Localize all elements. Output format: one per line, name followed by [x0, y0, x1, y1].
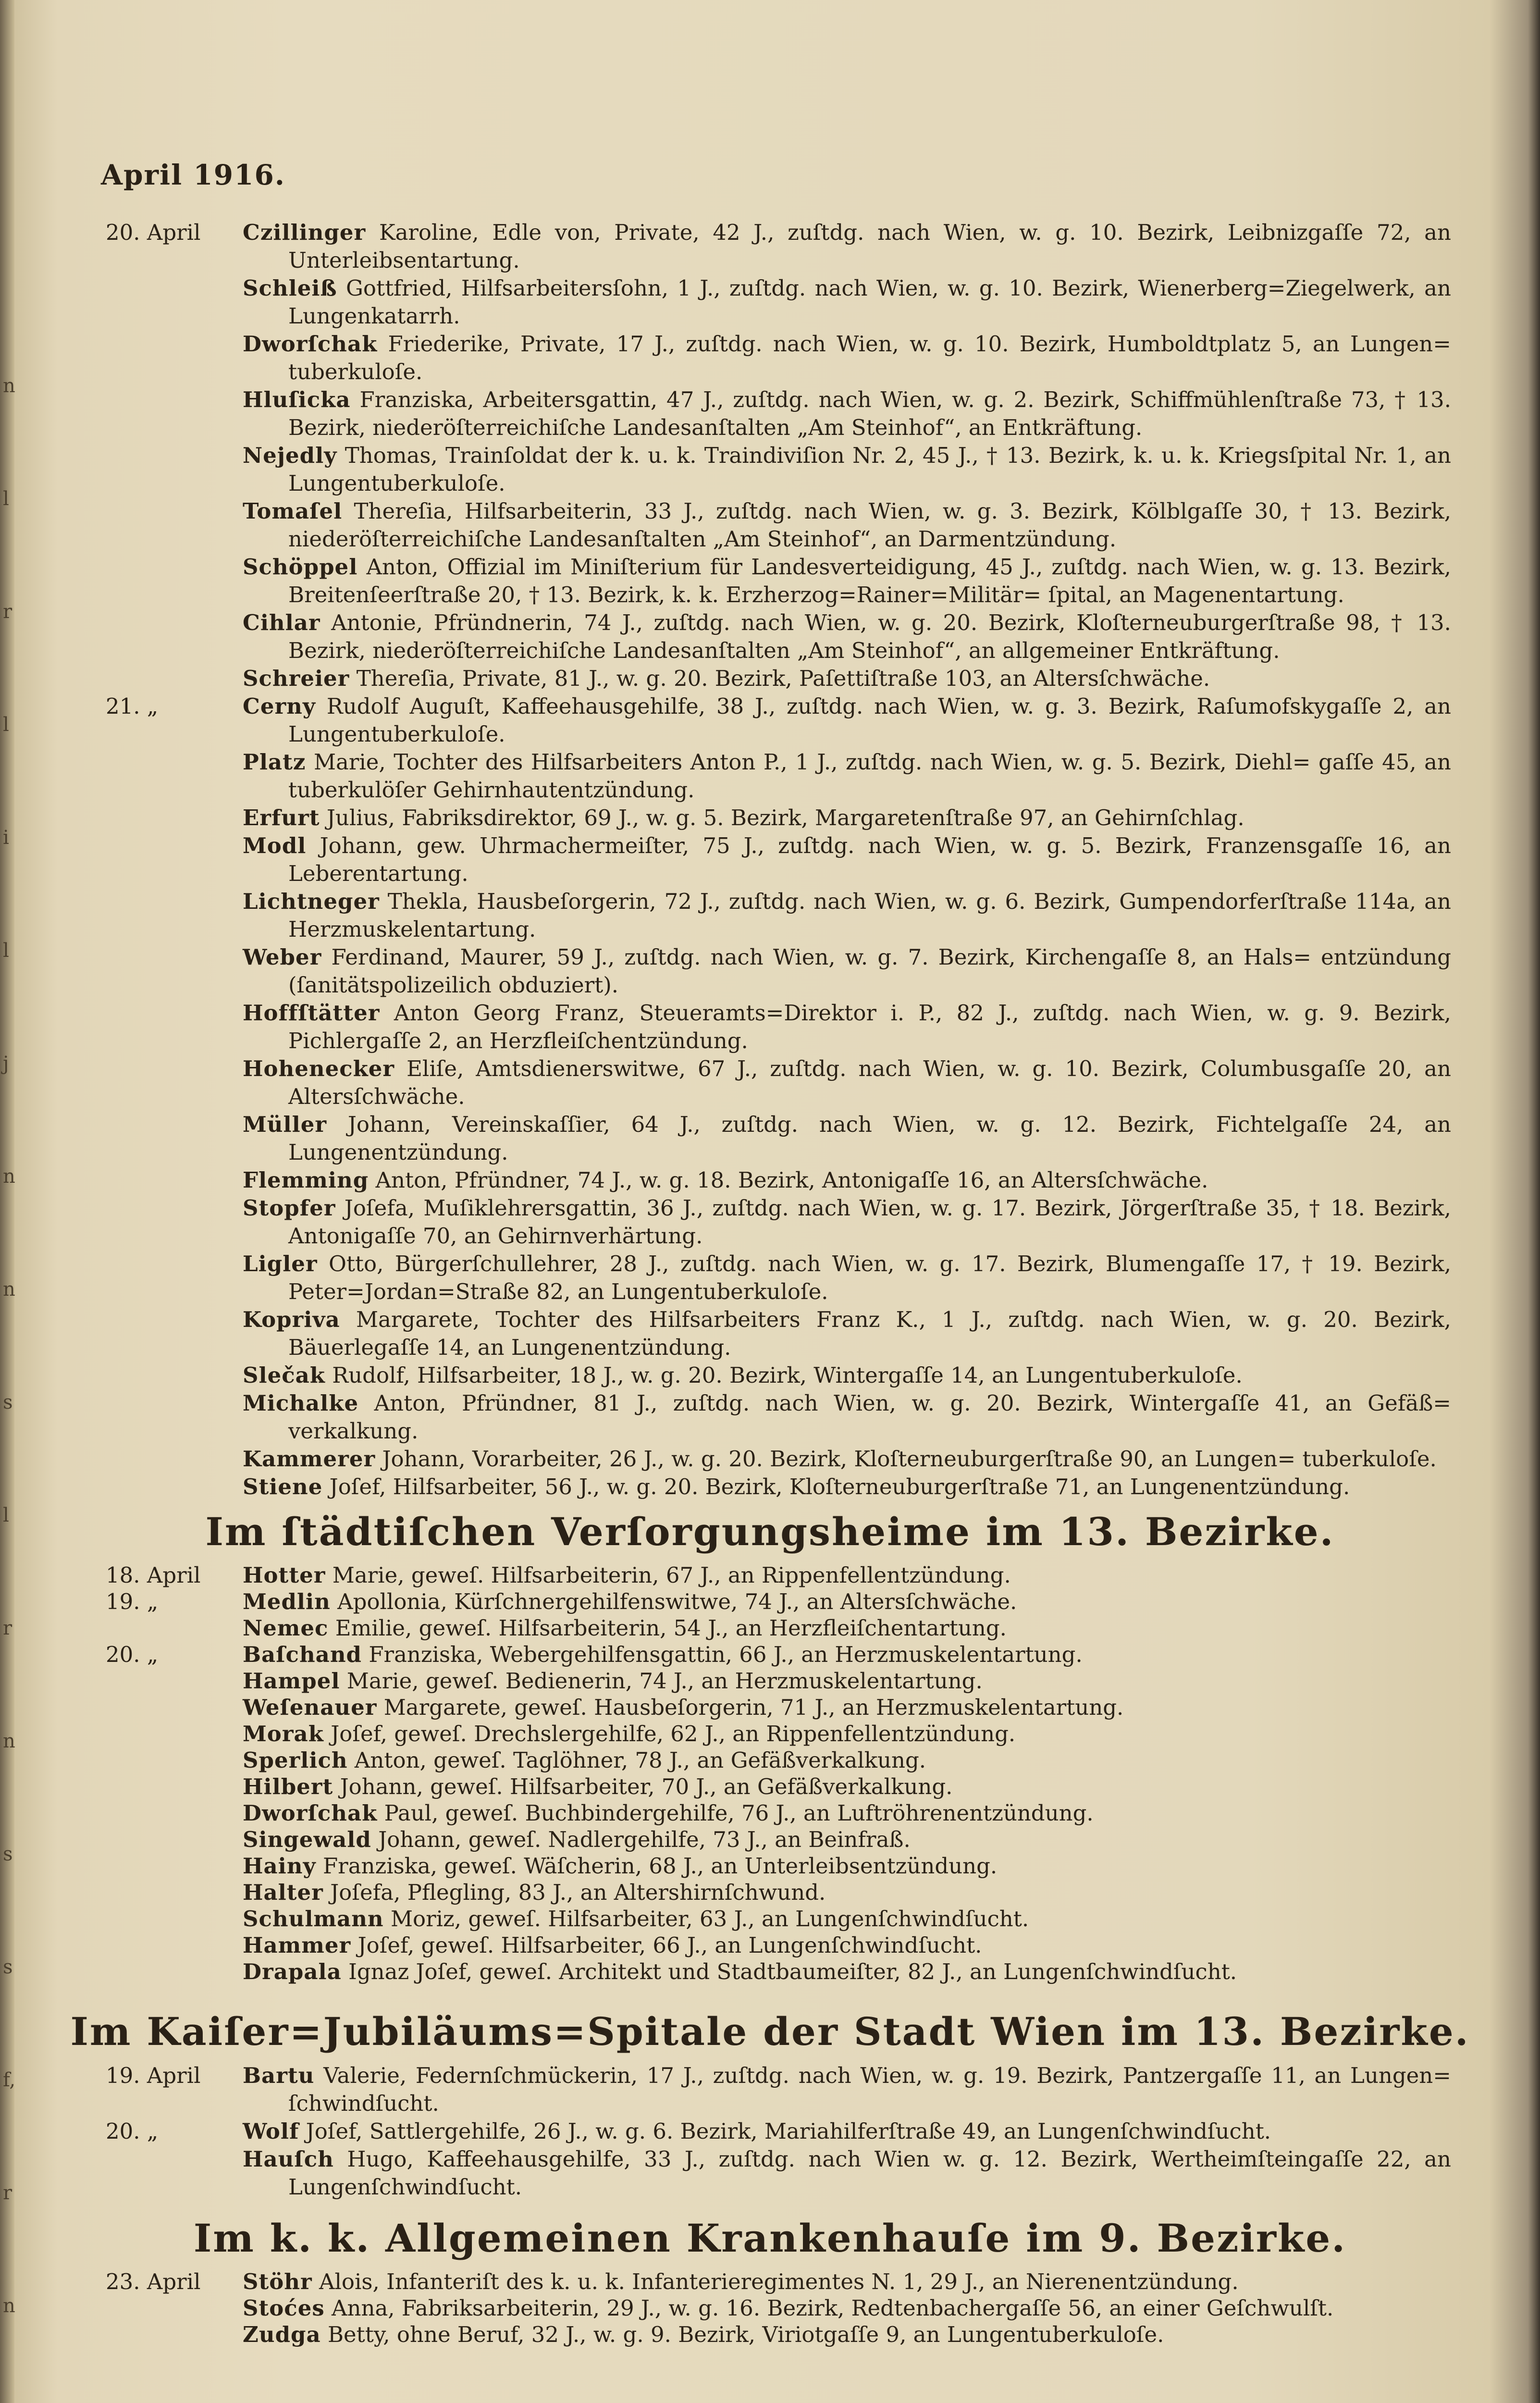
entry-surname: Schreier	[243, 666, 350, 691]
death-record-entry	[243, 1194, 1451, 1250]
death-record-entry	[243, 1694, 1451, 1721]
entry-surname: Ligler	[243, 1251, 318, 1276]
death-record-entry	[243, 274, 1451, 330]
entry-surname: Cerny	[243, 694, 316, 719]
death-record-entry	[243, 1879, 1451, 1906]
margin-mark: n	[3, 375, 15, 397]
entry-surname: Dworſchak	[243, 331, 378, 357]
entry-details: Franziska, geweſ. Wäſcherin, 68 J., an Unterleibsentzündung.	[322, 1853, 998, 1879]
margin-mark: n	[3, 1730, 15, 1752]
margin-mark: j	[3, 1053, 9, 1075]
margin-mark: s	[3, 1956, 13, 1978]
entry-details: Joſef, Hilfsarbeiter, 56 J., w. g. 20. Bezirk, Kloſterneuburgerſtraße 71, an Lungenentzündung.	[329, 1474, 1350, 1499]
margin-mark: r	[3, 601, 12, 623]
entry-surname: Hohenecker	[243, 1056, 395, 1081]
death-record-entry	[243, 804, 1451, 832]
entry-details: Anton Georg Franz, Steueramts=Direktor i. P., 82 J., zuſtdg. nach Wien, w. g. 9. Bezirk, Pichlergaſſe 2, an Herzfleiſchentzündung.	[288, 1000, 1451, 1053]
death-record-entry	[106, 2118, 1451, 2145]
entry-details: Marie, geweſ. Hilfsarbeiterin, 67 J., an Rippenfellentzündung.	[332, 1562, 1011, 1588]
death-record-entry	[243, 1473, 1451, 1501]
death-record-entry	[243, 330, 1451, 386]
entry-surname: Stiene	[243, 1474, 323, 1499]
entry-date: 18. April	[106, 1562, 201, 1588]
entry-surname: Müller	[243, 1112, 327, 1137]
death-record-entry	[106, 219, 1451, 274]
entry-details: Anton, geweſ. Taglöhner, 78 J., an Gefäßverkalkung.	[354, 1747, 926, 1773]
entry-details: Margarete, geweſ. Hausbeſorgerin, 71 J., an Herzmuskelentartung.	[383, 1695, 1124, 1720]
entry-surname: Dworſchak	[243, 1800, 378, 1826]
margin-mark: n	[3, 1278, 15, 1301]
death-record-entry	[243, 1800, 1451, 1826]
margin-mark: l	[3, 714, 9, 736]
entry-surname: Nemec	[243, 1615, 329, 1641]
entry-details: Johann, geweſ. Hilfsarbeiter, 70 J., an Gefäßverkalkung.	[340, 1774, 953, 1799]
death-record-entry	[106, 1641, 1451, 1668]
page-header: April 1916.	[101, 159, 285, 191]
entry-date: 19. April	[106, 2063, 201, 2088]
death-record-entry	[243, 1747, 1451, 1773]
death-record-entry	[243, 2321, 1451, 2348]
entries-krankenhaus	[0, 2268, 1540, 2348]
entry-date: 21. „	[106, 694, 159, 719]
death-record-entry	[243, 943, 1451, 999]
death-record-entry	[243, 386, 1451, 442]
death-record-entry	[243, 748, 1451, 804]
death-record-entry	[243, 1773, 1451, 1800]
entry-surname: Lichtneger	[243, 889, 380, 914]
entry-details: Friederike, Private, 17 J., zuſtdg. nach Wien, w. g. 10. Bezirk, Humboldtplatz 5, an Lungen= tuberkuloſe.	[288, 331, 1451, 384]
entry-surname: Zudga	[243, 2322, 321, 2347]
entry-surname: Baſchand	[243, 1642, 362, 1667]
entry-details: Johann, geweſ. Nadlergehilfe, 73 J., an Beinfraß.	[378, 1827, 911, 1852]
section-title-versorgungsheim: Im ſtädtiſchen Verſorgungsheime im 13. Bezirke.	[205, 1509, 1335, 1554]
margin-mark: i	[3, 827, 9, 849]
death-record-entry	[243, 1826, 1451, 1853]
entry-surname: Weber	[243, 944, 322, 970]
entry-surname: Stoćes	[243, 2295, 325, 2321]
margin-mark: s	[3, 1843, 13, 1865]
section-title-krankenhaus: Im k. k. Allgemeinen Krankenhauſe im 9. Bezirke.	[193, 2216, 1347, 2261]
entry-details: Thekla, Hausbeſorgerin, 72 J., zuſtdg. nach Wien, w. g. 6. Bezirk, Gumpendorferſtraße 114a, an Herzmuskelentartung.	[288, 889, 1451, 942]
entry-details: Joſef, geweſ. Drechslergehilfe, 62 J., an Rippenfellentzündung.	[331, 1721, 1016, 1747]
margin-mark: l	[3, 1504, 9, 1526]
entry-surname: Hainy	[243, 1853, 316, 1879]
entry-details: Joſefa, Pflegling, 83 J., an Altershirnſchwund.	[330, 1880, 826, 1905]
entries-versorgungsheim	[0, 1562, 1540, 1985]
entry-surname: Schleiß	[243, 275, 337, 301]
entry-details: Rudolf, Hilfsarbeiter, 18 J., w. g. 20. Bezirk, Wintergaſſe 14, an Lungentuberkuloſe.	[332, 1363, 1243, 1388]
entry-surname: Morak	[243, 1721, 324, 1747]
death-record-entry	[243, 2295, 1451, 2321]
entry-details: Anna, Fabriksarbeiterin, 29 J., w. g. 16. Bezirk, Redtenbachergaſſe 56, an einer Geſchwulſt.	[331, 2295, 1334, 2321]
entry-details: Alois, Infanteriſt des k. u. k. Infanterieregimentes N. 1, 29 J., an Nierenentzündung.	[319, 2269, 1239, 2294]
entry-details: Anton, Pfründner, 74 J., w. g. 18. Bezirk, Antonigaſſe 16, an Altersſchwäche.	[375, 1167, 1208, 1193]
entry-surname: Erfurt	[243, 805, 320, 830]
entry-surname: Bartu	[243, 2063, 315, 2088]
entry-date: 20. April	[106, 220, 201, 245]
entry-surname: Modl	[243, 833, 307, 858]
entry-details: Anton, Offizial im Miniſterium für Landesverteidigung, 45 J., zuſtdg. nach Wien, w. g. 13. Bezirk, Breitenſeerſtraße 20, † 13. Bezirk, k. k. Erzherzog=Rainer=Militär= ſpital, an Magenentartung.	[288, 554, 1451, 607]
margin-mark: f,	[3, 2069, 16, 2091]
entry-surname: Hammer	[243, 1932, 351, 1958]
margin-mark: l	[3, 488, 9, 510]
margin-mark: r	[3, 2182, 12, 2204]
death-record-entry	[243, 1932, 1451, 1958]
entry-surname: Tomaſel	[243, 498, 343, 524]
entry-surname: Stopfer	[243, 1195, 336, 1221]
section-title-jubilaeumsspital: Im Kaiſer=Jubiläums=Spitale der Stadt Wien im 13. Bezirke.	[70, 2009, 1470, 2054]
entry-surname: Hluſicka	[243, 387, 351, 412]
margin-mark: s	[3, 1391, 13, 1413]
entry-surname: Schulmann	[243, 1906, 384, 1932]
entry-surname: Singewald	[243, 1827, 371, 1852]
entry-details: Joſefa, Muſiklehrersgattin, 36 J., zuſtdg. nach Wien, w. g. 17. Bezirk, Jörgerſtraße 35, † 18. Bezirk, Antonigaſſe 70, an Gehirnverhärtung.	[288, 1195, 1451, 1249]
entry-details: Julius, Fabriksdirektor, 69 J., w. g. 5. Bezirk, Margaretenſtraße 97, an Gehirnſchlag.	[326, 805, 1244, 830]
entry-details: Thereſia, Hilfsarbeiterin, 33 J., zuſtdg. nach Wien, w. g. 3. Bezirk, Kölblgaſſe 30, † 13. Bezirk, niederöſterreichiſche Landesanſtalten „Am Steinhof“, an Darmentzündung.	[288, 498, 1451, 552]
death-record-entry	[243, 1853, 1451, 1879]
entry-surname: Platz	[243, 749, 306, 775]
entry-details: Johann, Vereinskaſſier, 64 J., zuſtdg. nach Wien, w. g. 12. Bezirk, Fichtelgaſſe 24, an Lungenentzündung.	[288, 1112, 1452, 1165]
death-record-entry	[243, 1958, 1451, 1985]
entry-details: Ignaz Joſef, geweſ. Architekt und Stadtbaumeiſter, 82 J., an Lungenſchwindſucht.	[348, 1959, 1237, 1984]
entry-surname: Schöppel	[243, 554, 358, 580]
death-record-entry	[106, 1588, 1451, 1615]
entry-details: Margarete, Tochter des Hilfsarbeiters Franz K., 1 J., zuſtdg. nach Wien, w. g. 20. Bezirk, Bäuerlegaſſe 14, an Lungenentzündung.	[288, 1307, 1451, 1360]
entry-details: Johann, gew. Uhrmachermeiſter, 75 J., zuſtdg. nach Wien, w. g. 5. Bezirk, Franzensgaſſe 16, an Leberentartung.	[288, 833, 1451, 886]
death-record-entry	[243, 1668, 1451, 1694]
entry-surname: Cihlar	[243, 610, 320, 635]
death-record-entry	[243, 553, 1451, 609]
entry-details: Emilie, geweſ. Hilfsarbeiterin, 54 J., an Herzfleiſchentartung.	[335, 1615, 1007, 1641]
death-record-entry	[106, 693, 1451, 748]
entry-surname: Hauſch	[243, 2146, 334, 2172]
death-record-entry	[243, 609, 1451, 665]
entry-details: Marie, geweſ. Bedienerin, 74 J., an Herzmuskelentartung.	[346, 1668, 983, 1694]
entry-surname: Hoffſtätter	[243, 1000, 380, 1026]
entry-details: Anton, Pfründner, 81 J., zuſtdg. nach Wien, w. g. 20. Bezirk, Wintergaſſe 41, an Gefäß= verkalkung.	[288, 1390, 1451, 1444]
death-record-entry	[243, 1111, 1451, 1166]
death-record-entry	[243, 1721, 1451, 1747]
entry-surname: Kopriva	[243, 1307, 340, 1332]
entry-details: Otto, Bürgerſchullehrer, 28 J., zuſtdg. nach Wien, w. g. 17. Bezirk, Blumengaſſe 17, † 19. Bezirk, Peter=Jordan=Straße 82, an Lungentuberkuloſe.	[288, 1251, 1451, 1304]
entries-jubilaeumsspital	[0, 2062, 1540, 2201]
entry-details: Ferdinand, Maurer, 59 J., zuſtdg. nach Wien, w. g. 7. Bezirk, Kirchengaſſe 8, an Hals= entzündung (ſanitätspolizeilich obduziert).	[288, 944, 1451, 998]
entry-surname: Slečak	[243, 1363, 325, 1388]
death-record-entry	[106, 2268, 1451, 2295]
entries-main	[0, 219, 1540, 1501]
entry-details: Betty, ohne Beruf, 32 J., w. g. 9. Bezirk, Viriotgaſſe 9, an Lungentuberkuloſe.	[327, 2322, 1164, 2347]
margin-mark: l	[3, 940, 9, 962]
margin-mark: r	[3, 1617, 12, 1639]
entry-details: Thereſia, Private, 81 J., w. g. 20. Bezirk, Paſettiſtraße 103, an Altersſchwäche.	[356, 666, 1210, 691]
entry-details: Gottfried, Hilfsarbeitersſohn, 1 J., zuſtdg. nach Wien, w. g. 10. Bezirk, Wienerberg=Ziegelwerk, an Lungenkatarrh.	[288, 275, 1451, 329]
margin-mark: n	[3, 2295, 15, 2317]
death-record-entry	[243, 1362, 1451, 1389]
entry-details: Paul, geweſ. Buchbindergehilfe, 76 J., an Luftröhrenentzündung.	[384, 1800, 1094, 1826]
death-record-entry	[243, 497, 1451, 553]
entry-details: Marie, Tochter des Hilfsarbeiters Anton P., 1 J., zuſtdg. nach Wien, w. g. 5. Bezirk, Diehl= gaſſe 45, an tuberkulöſer Gehirnhautentzündung.	[288, 749, 1451, 803]
death-record-entry	[243, 1055, 1451, 1111]
death-record-entry	[243, 1306, 1451, 1362]
entry-surname: Hilbert	[243, 1774, 333, 1799]
death-record-entry	[106, 1562, 1451, 1588]
entry-date: 20. „	[106, 2118, 159, 2144]
entry-date: 20. „	[106, 1642, 159, 1667]
entry-details: Eliſe, Amtsdienerswitwe, 67 J., zuſtdg. nach Wien, w. g. 10. Bezirk, Columbusgaſſe 20, an Altersſchwäche.	[288, 1056, 1451, 1109]
entry-details: Valerie, Federnſchmückerin, 17 J., zuſtdg. nach Wien, w. g. 19. Bezirk, Pantzergaſſe 11, an Lungen= ſchwindſucht.	[288, 2063, 1451, 2116]
entry-details: Joſef, geweſ. Hilfsarbeiter, 66 J., an Lungenſchwindſucht.	[357, 1932, 982, 1958]
death-record-entry	[243, 1906, 1451, 1932]
entry-details: Antonie, Pfründnerin, 74 J., zuſtdg. nach Wien, w. g. 20. Bezirk, Kloſterneuburgerſtraße 98, † 13. Bezirk, niederöſterreichiſche Landesanſtalten „Am Steinhof“, an allgemeiner Entkräftung.	[288, 610, 1451, 663]
entry-surname: Weſenauer	[243, 1695, 377, 1720]
entry-date: 23. April	[106, 2269, 201, 2294]
death-record-entry	[243, 832, 1451, 888]
entry-details: Apollonia, Kürſchnergehilfenswitwe, 74 J., an Altersſchwäche.	[337, 1589, 1017, 1614]
entry-surname: Drapala	[243, 1959, 342, 1984]
entry-date: 19. „	[106, 1589, 159, 1614]
entry-surname: Kammerer	[243, 1446, 376, 1472]
death-record-entry	[243, 1389, 1451, 1445]
entry-surname: Nejedly	[243, 443, 337, 468]
margin-mark: n	[3, 1165, 15, 1188]
entry-surname: Halter	[243, 1880, 323, 1905]
entry-surname: Sperlich	[243, 1747, 348, 1773]
entry-surname: Michalke	[243, 1390, 359, 1416]
entry-surname: Czillinger	[243, 220, 366, 245]
death-record-entry	[106, 2062, 1451, 2118]
death-record-entry	[243, 1615, 1451, 1641]
entry-details: Moriz, geweſ. Hilfsarbeiter, 63 J., an Lungenſchwindſucht.	[390, 1906, 1029, 1932]
death-record-entry	[243, 1445, 1451, 1473]
entry-details: Hugo, Kaffeehausgehilfe, 33 J., zuſtdg. nach Wien w. g. 12. Bezirk, Wertheimſteingaſſe 22, an Lungenſchwindſucht.	[288, 2146, 1451, 2200]
entry-surname: Hotter	[243, 1562, 326, 1588]
death-record-entry	[243, 999, 1451, 1055]
entry-surname: Flemming	[243, 1167, 369, 1193]
death-record-entry	[243, 888, 1451, 943]
entry-details: Franziska, Webergehilfensgattin, 66 J., an Herzmuskelentartung.	[369, 1642, 1083, 1667]
entry-details: Franziska, Arbeitersgattin, 47 J., zuſtdg. nach Wien, w. g. 2. Bezirk, Schiffmühlenſtraße 73, † 13. Bezirk, niederöſterreichiſche Landesanſtalten „Am Steinhof“, an Entkräftung.	[288, 387, 1451, 440]
entry-surname: Medlin	[243, 1589, 331, 1614]
entry-details: Thomas, Trainſoldat der k. u. k. Traindiviſion Nr. 2, 45 J., † 13. Bezirk, k. u. k. Kriegsſpital Nr. 1, an Lungentuberkuloſe.	[288, 443, 1452, 496]
entry-details: Rudolf Auguſt, Kaffeehausgehilfe, 38 J., zuſtdg. nach Wien, w. g. 3. Bezirk, Raſumofskygaſſe 2, an Lungentuberkuloſe.	[288, 694, 1451, 747]
entry-surname: Stöhr	[243, 2269, 312, 2294]
death-record-entry	[243, 2145, 1451, 2201]
entry-details: Johann, Vorarbeiter, 26 J., w. g. 20. Bezirk, Kloſterneuburgerſtraße 90, an Lungen= tuberkuloſe.	[382, 1446, 1437, 1472]
death-record-entry	[243, 1250, 1451, 1306]
entry-surname: Wolf	[243, 2118, 299, 2144]
entry-details: Joſef, Sattlergehilfe, 26 J., w. g. 6. Bezirk, Mariahilferſtraße 49, an Lungenſchwindſucht.	[306, 2118, 1271, 2144]
entry-surname: Hampel	[243, 1668, 340, 1694]
death-record-entry	[243, 1166, 1451, 1194]
entry-details: Karoline, Edle von, Private, 42 J., zuſtdg. nach Wien, w. g. 10. Bezirk, Leibnizgaſſe 72, an Unterleibsentartung.	[288, 220, 1451, 273]
death-record-entry	[243, 665, 1451, 693]
death-record-entry	[243, 442, 1451, 497]
